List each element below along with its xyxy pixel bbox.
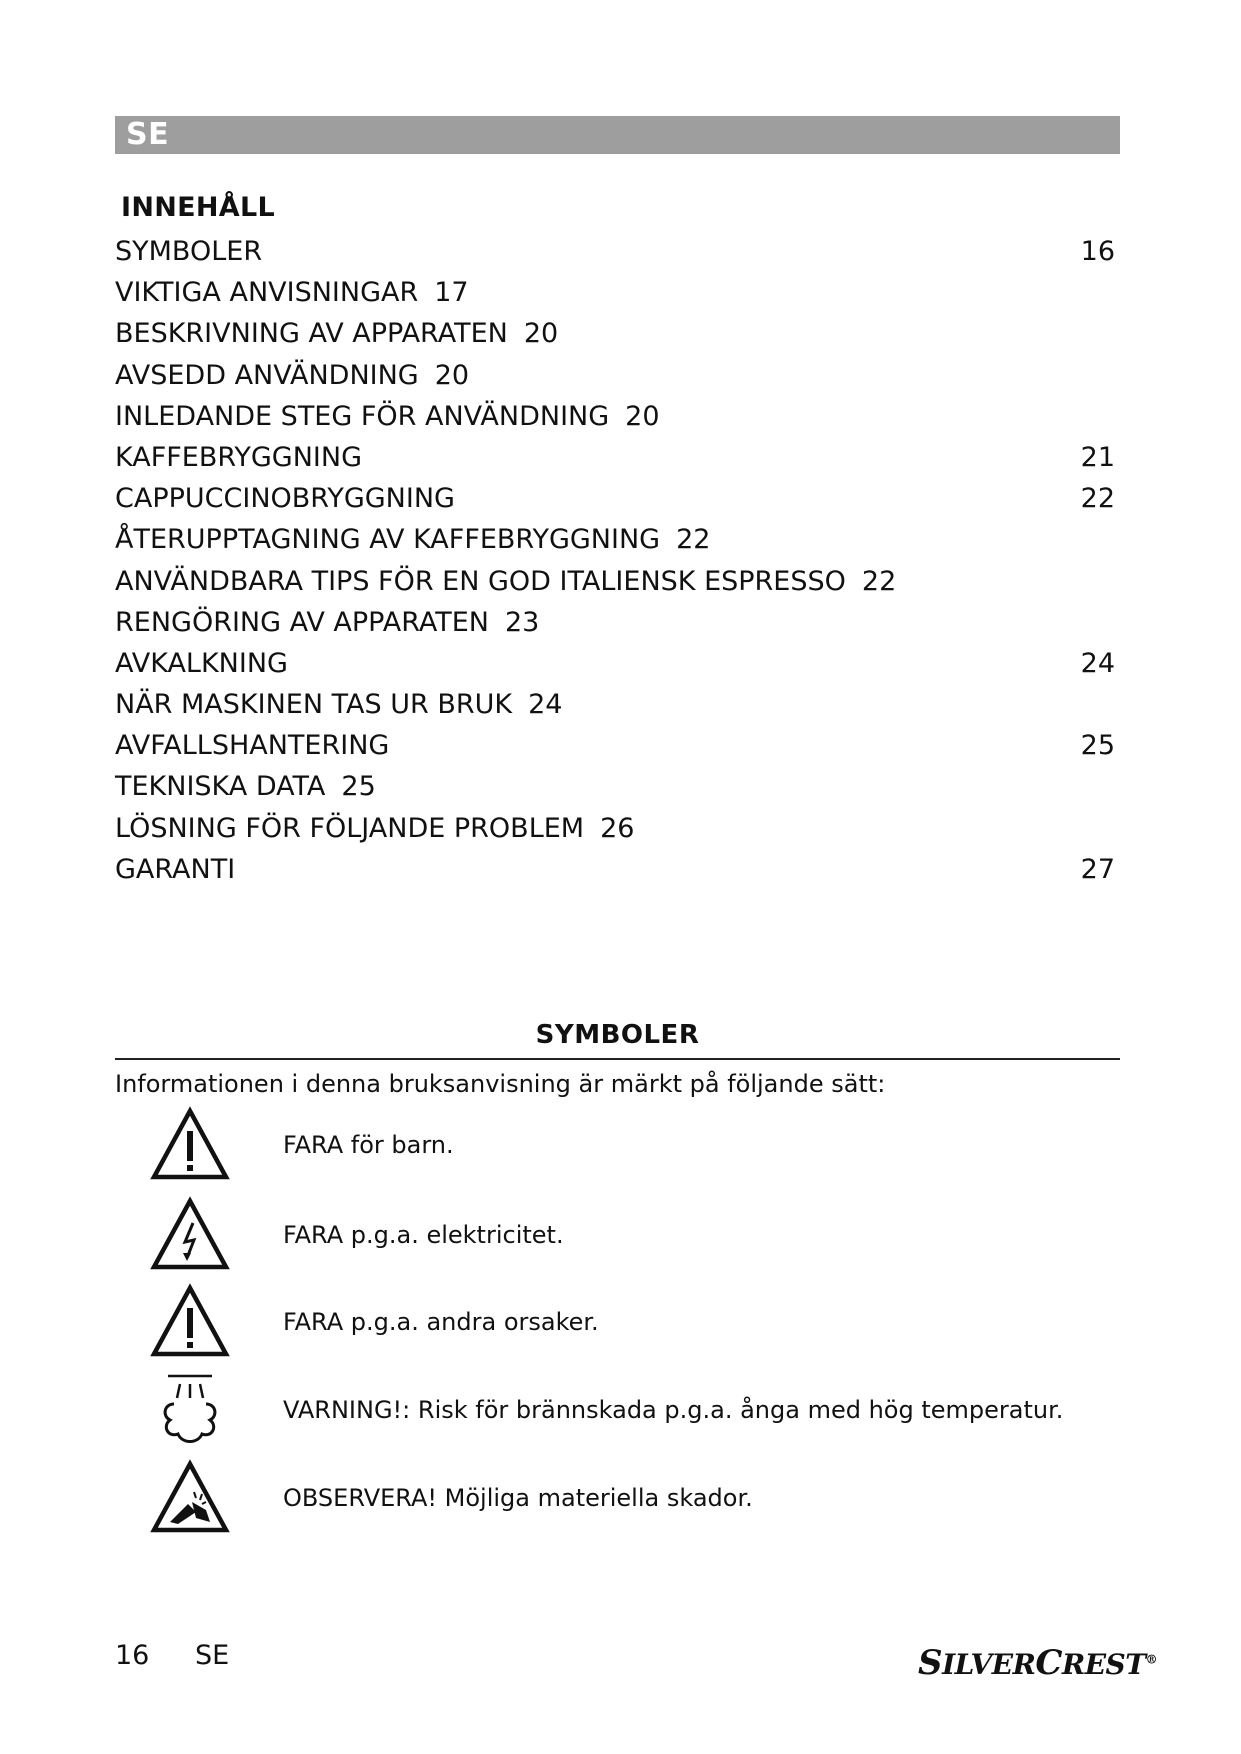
- toc-entry-label: RENGÖRING AV APPARATEN 23: [115, 606, 540, 638]
- toc-entry-label: KAFFEBRYGGNING: [115, 441, 362, 473]
- toc-entry-page: 21: [1080, 441, 1115, 473]
- brand-logo: SILVERCREST®: [918, 1643, 1158, 1683]
- toc-entry: [115, 643, 1115, 684]
- toc-title: INNEHÅLL: [121, 192, 275, 223]
- warning-exclamation-icon: [150, 1282, 230, 1362]
- symbol-item: [0, 1370, 1241, 1450]
- symbols-intro: Informationen i denna bruksanvisning är märkt på följande sätt:: [115, 1070, 886, 1098]
- toc-entry-label: LÖSNING FÖR FÖLJANDE PROBLEM 26: [115, 812, 635, 844]
- toc-entry-page: 20: [523, 318, 559, 350]
- toc-entry: [115, 396, 1115, 437]
- footer-language-code: SE: [195, 1640, 230, 1671]
- toc-entry: [115, 849, 1115, 890]
- toc-entry: [115, 766, 1115, 807]
- symbol-text: VARNING!: Risk för brännskada p.g.a. ånga med hög temperatur.: [283, 1396, 1064, 1424]
- electric-hazard-icon: [150, 1195, 230, 1275]
- toc-entry-page: 22: [861, 565, 897, 597]
- symbol-item: [0, 1282, 1241, 1362]
- language-header-bar: [115, 116, 1120, 154]
- toc-entry-page: 25: [1080, 730, 1115, 762]
- toc-entry: [115, 602, 1115, 643]
- toc-entry-label: ÅTERUPPTAGNING AV KAFFEBRYGGNING 22: [115, 524, 711, 556]
- toc-entry-label: SYMBOLER: [115, 236, 263, 267]
- toc-entry: [115, 684, 1115, 725]
- toc-entry: [115, 272, 1115, 313]
- symbol-item: [0, 1458, 1241, 1538]
- symbol-item: [0, 1195, 1241, 1275]
- toc-entry-page: 24: [1080, 647, 1115, 679]
- symbols-divider: [115, 1058, 1120, 1060]
- toc-entry-page: 23: [504, 606, 540, 638]
- symbol-text: OBSERVERA! Möjliga materiella skador.: [283, 1484, 753, 1512]
- toc-entry: [115, 725, 1115, 766]
- toc-entry-label: CAPPUCCINOBRYGGNING: [115, 483, 455, 515]
- toc-entry-page: 20: [625, 400, 660, 432]
- toc-entry-label: GARANTI: [115, 853, 236, 885]
- symbol-text: FARA p.g.a. elektricitet.: [283, 1221, 564, 1249]
- toc-entry: [115, 478, 1115, 519]
- symbol-item: [0, 1105, 1241, 1185]
- toc-entry-page: 22: [1080, 483, 1115, 515]
- toc-entry-page: 17: [434, 277, 469, 309]
- toc-entry-page: 25: [341, 771, 376, 803]
- toc-entry-page: 16: [1080, 236, 1115, 267]
- symbol-text: FARA för barn.: [283, 1131, 454, 1159]
- toc-entry-label: INLEDANDE STEG FÖR ANVÄNDNING 20: [115, 400, 660, 432]
- toc-entry-label: NÄR MASKINEN TAS UR BRUK 24: [115, 689, 563, 721]
- symbols-title: SYMBOLER: [535, 1020, 700, 1050]
- toc-entry-page: 24: [528, 689, 563, 721]
- toc-entry-page: 20: [434, 359, 470, 391]
- toc-entry-label: AVKALKNING: [115, 647, 288, 679]
- page-number: 16: [115, 1640, 150, 1671]
- table-of-contents: [115, 231, 1115, 890]
- toc-entry: [115, 561, 1115, 602]
- toc-entry: [115, 231, 1115, 272]
- toc-entry-label: VIKTIGA ANVISNINGAR 17: [115, 277, 469, 309]
- warning-exclamation-icon: [150, 1105, 230, 1185]
- toc-entry: [115, 313, 1115, 354]
- symbol-text: FARA p.g.a. andra orsaker.: [283, 1308, 599, 1336]
- toc-entry-label: ANVÄNDBARA TIPS FÖR EN GOD ITALIENSK ESPRESSO 22: [115, 565, 897, 597]
- language-code: SE: [126, 117, 170, 152]
- toc-entry: [115, 437, 1115, 478]
- toc-entry-label: BESKRIVNING AV APPARATEN 20: [115, 318, 559, 350]
- toc-entry-page: 26: [600, 812, 635, 844]
- toc-entry-label: AVFALLSHANTERING: [115, 730, 390, 762]
- toc-entry: [115, 808, 1115, 849]
- toc-entry: [115, 355, 1115, 396]
- toc-entry-page: 22: [676, 524, 711, 556]
- toc-entry: [115, 519, 1115, 560]
- material-damage-icon: [150, 1458, 230, 1538]
- toc-entry-page: 27: [1080, 853, 1115, 885]
- steam-hazard-icon: [150, 1370, 230, 1450]
- toc-entry-label: TEKNISKA DATA 25: [115, 771, 376, 803]
- toc-entry-label: AVSEDD ANVÄNDNING 20: [115, 359, 470, 391]
